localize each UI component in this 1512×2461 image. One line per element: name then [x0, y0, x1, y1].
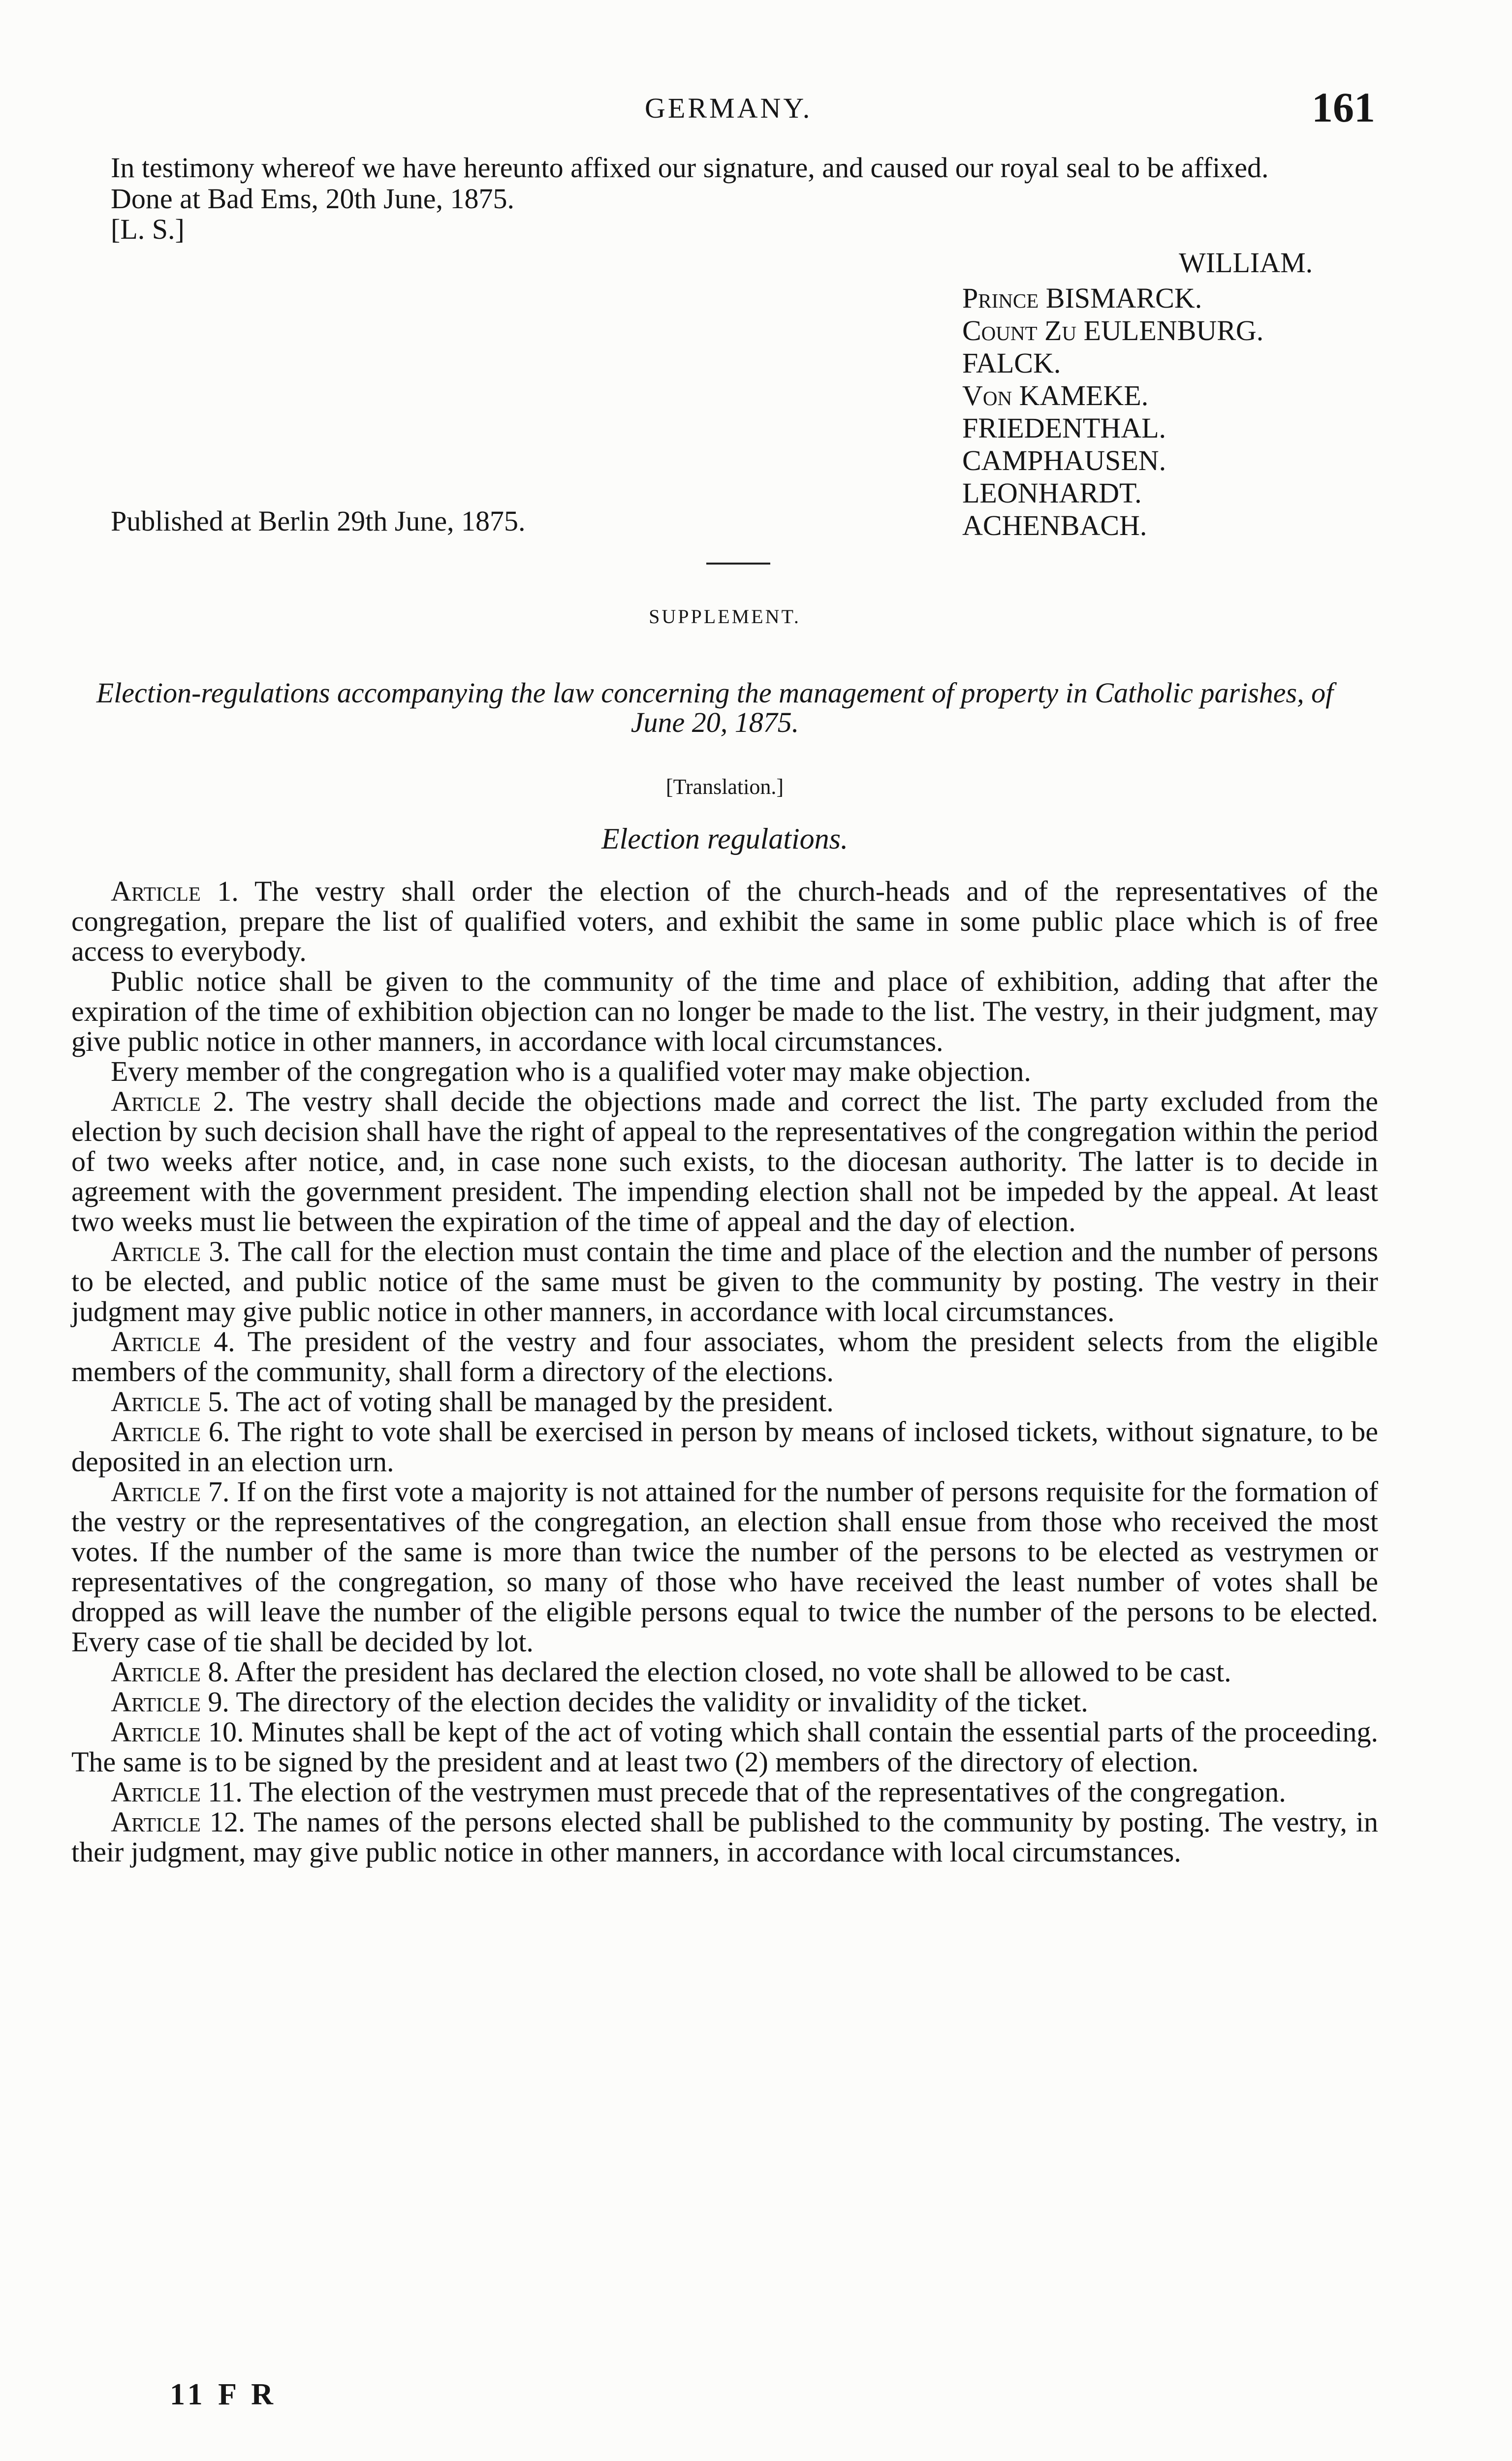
minister-title: Von [962, 379, 1012, 411]
article-number: 2. [213, 1085, 235, 1117]
minister-name: CAMPHAUSEN. [962, 444, 1166, 476]
translation-note: [Translation.] [665, 775, 784, 799]
running-title: GERMANY. [645, 92, 813, 124]
article-number: 3. [209, 1235, 230, 1267]
article-paragraph [71, 1657, 1378, 1687]
article-paragraph [71, 1326, 1378, 1387]
article-paragraph [71, 1717, 1378, 1777]
article-paragraph [71, 1387, 1378, 1417]
article-paragraph [71, 1807, 1378, 1867]
minister-name: FALCK. [962, 347, 1061, 379]
regulations-heading: Election regulations. [601, 822, 849, 855]
minister-signature [962, 477, 1263, 509]
article-number: 11. [208, 1776, 243, 1808]
page-body [71, 153, 1378, 1867]
article-paragraph [71, 1417, 1378, 1477]
minister-name: EULENBURG. [1083, 315, 1264, 347]
article-text: The act of voting shall be managed by the president. [236, 1386, 834, 1418]
article-text: Public notice shall be given to the community of the time and place of exhibition, adding that after the expiration of the time of exhibition objection can no longer be made to the list. The vestry, in their judgment, may give public notice in other manners, in accordance with local circumstances. [71, 965, 1378, 1057]
minister-signatures [962, 282, 1263, 542]
minister-name: BISMARCK. [1045, 282, 1202, 314]
article-label: Article [111, 1806, 201, 1838]
article-text: The names of the persons elected shall be published to the community by posting. The vestry, in their judgment, may give public notice in other manners, in accordance with local circumstances. [71, 1806, 1379, 1868]
minister-name: LEONHARDT. [962, 477, 1142, 509]
minister-signature [962, 444, 1263, 477]
article-text: If on the first vote a majority is not attained for the number of persons requisite for the formation of the vestry or the representatives of the congregation, an election shall ensue from those who received the most votes. If the number of the same is more than twice the number of the persons to be elected as vestrymen or representatives of the congregation, so many of those who have received the least number of votes shall be dropped as will leave the number of the eligible persons equal to twice the number of the persons to be elected. Every case of tie shall be decided by lot. [71, 1476, 1379, 1658]
article-text: The directory of the election decides the validity or invalidity of the ticket. [236, 1686, 1088, 1718]
minister-title: Prince [962, 282, 1039, 314]
signoff-block [71, 184, 1378, 543]
seal-mark: [L. S.] [111, 213, 185, 245]
published-line: Published at Berlin 29th June, 1875. [111, 505, 526, 537]
article-paragraph [71, 1687, 1378, 1717]
article-paragraph [71, 1236, 1378, 1326]
signature-mark: 11 F R [170, 2378, 277, 2411]
page-header [0, 83, 1512, 137]
article-paragraph [71, 1477, 1378, 1657]
minister-title: Count Zu [962, 315, 1077, 347]
article-label: Article [111, 1776, 201, 1808]
article-label: Article [111, 1416, 201, 1448]
minister-name: FRIEDENTHAL. [962, 412, 1166, 444]
article-text: After the president has declared the election closed, no vote shall be allowed to be cast. [235, 1656, 1231, 1688]
article-text: The president of the vestry and four associates, whom the president selects from the eligible members of the community, shall form a directory of the elections. [71, 1325, 1379, 1388]
article-label: Article [111, 1325, 201, 1357]
testimony-paragraph: In testimony whereof we have hereunto affixed our signature, and caused our royal seal to be affixed. [111, 152, 1269, 184]
article-label: Article [111, 1386, 201, 1418]
article-paragraph [71, 966, 1378, 1056]
minister-name: ACHENBACH. [962, 509, 1147, 541]
sovereign-signature: WILLIAM. [1179, 247, 1313, 279]
article-text: The election of the vestrymen must precede that of the representatives of the congregation. [249, 1776, 1286, 1808]
article-text: The vestry shall order the election of the church-heads and of the representatives of the congregation, prepare the list of qualified voters, and exhibit the same in some public place which is of free access to everybody. [71, 875, 1379, 967]
article-number: 8. [208, 1656, 229, 1688]
article-text: The vestry shall decide the objections made and correct the list. The party excluded from the election by such decision shall have the right of appeal to the representatives of the congregation within the period of two weeks after notice, and, in case none such exists, to the diocesan authority. The latter is to decide in agreement with the government president. The impending election shall not be impeded by the appeal. At least two weeks must lie between the expiration of the time of appeal and the day of election. [71, 1085, 1379, 1237]
minister-signature [962, 509, 1263, 542]
minister-signature [962, 315, 1263, 347]
minister-signature [962, 347, 1263, 379]
article-paragraph [71, 1086, 1378, 1236]
article-label: Article [111, 875, 201, 907]
article-number: 1. [217, 875, 239, 907]
article-number: 4. [214, 1325, 235, 1357]
supplement-heading: SUPPLEMENT. [649, 605, 801, 628]
section-divider [706, 563, 770, 565]
article-paragraph [71, 1777, 1378, 1807]
article-label: Article [111, 1235, 201, 1267]
article-label: Article [111, 1686, 201, 1718]
minister-signature [962, 282, 1263, 315]
article-text: The call for the election must contain the time and place of the election and the number of persons to be elected, and public notice of the same must be given to the community by posting. The vestry in their judgment may give public notice in other manners, in accordance with local circumstances. [71, 1235, 1379, 1327]
article-label: Article [111, 1716, 201, 1748]
article-paragraph [71, 876, 1378, 966]
article-label: Article [111, 1476, 201, 1508]
article-number: 7. [208, 1476, 230, 1508]
page-number: 161 [1312, 84, 1375, 131]
article-paragraph [71, 1056, 1378, 1086]
article-number: 9. [208, 1686, 229, 1718]
article-label: Article [111, 1656, 201, 1688]
article-number: 10. [208, 1716, 244, 1748]
article-text: The right to vote shall be exercised in person by means of inclosed tickets, without signature, to be deposited in an election urn. [71, 1416, 1379, 1478]
article-text: Minutes shall be kept of the act of voting which shall contain the essential parts of the proceeding. The same is to be signed by the president and at least two (2) members of the directory of election. [71, 1716, 1379, 1778]
done-at-line: Done at Bad Ems, 20th June, 1875. [111, 183, 514, 215]
regulations-title: Election-regulations accompanying the law concerning the management of property in Catholic parishes, of June 20, 1875. [96, 677, 1334, 738]
minister-signature [962, 412, 1263, 444]
minister-signature [962, 379, 1263, 412]
article-number: 12. [209, 1806, 246, 1838]
article-number: 5. [208, 1386, 229, 1418]
article-label: Article [111, 1085, 201, 1117]
article-number: 6. [208, 1416, 230, 1448]
minister-name: KAMEKE. [1019, 379, 1149, 411]
article-text: Every member of the congregation who is a qualified voter may make objection. [111, 1055, 1031, 1087]
